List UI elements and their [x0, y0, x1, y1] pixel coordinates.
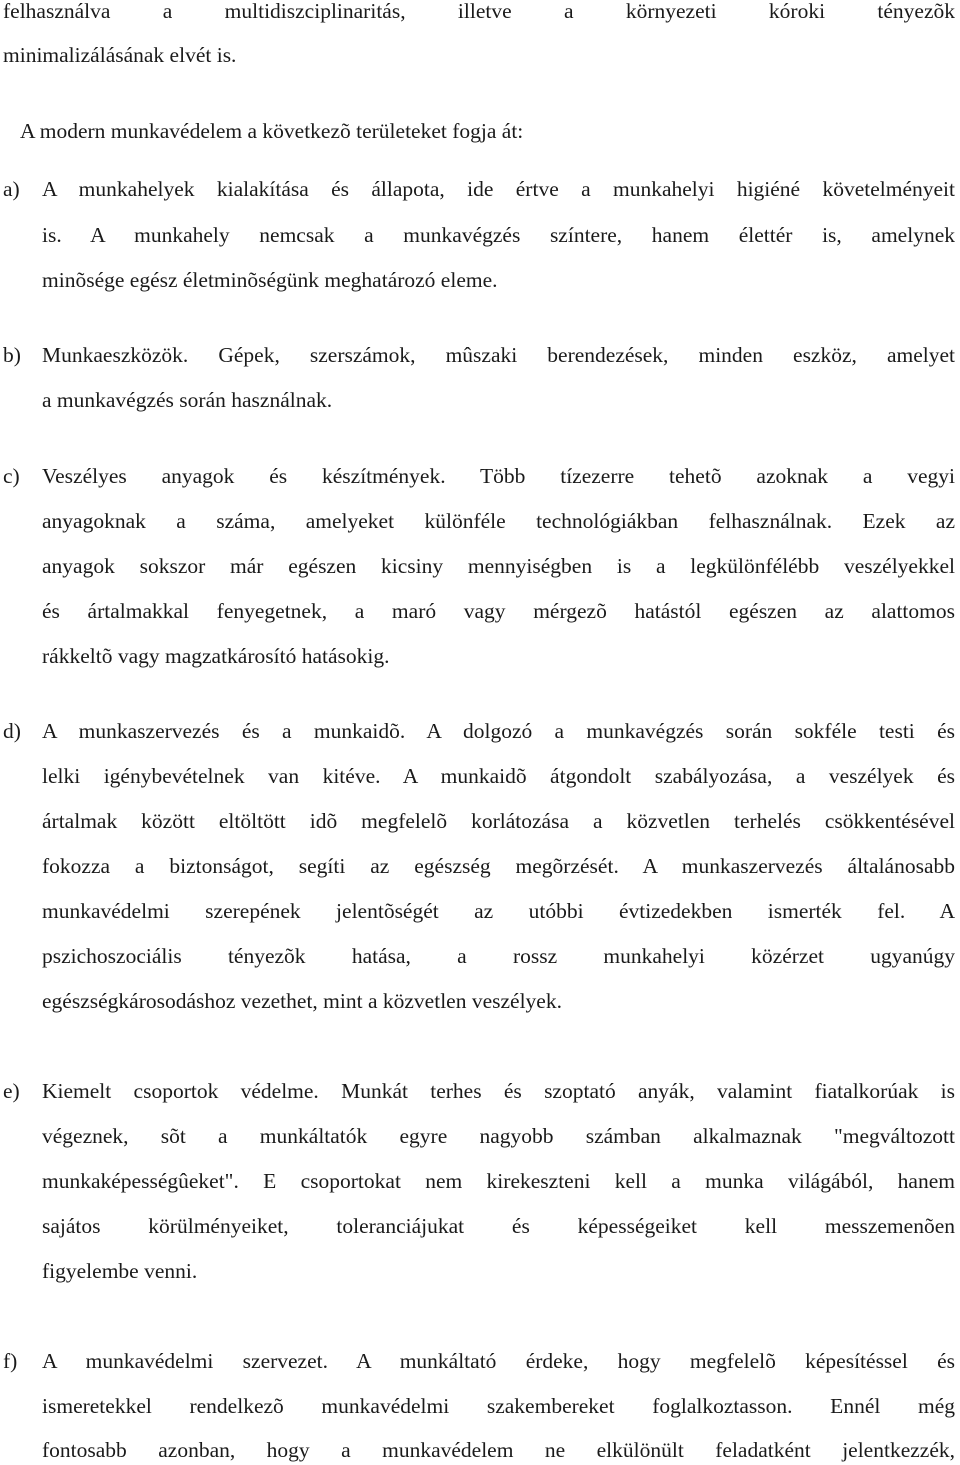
- list-item-line: ártalmak között eltöltött idõ megfelelõ korlátozása a közvetlen terhelés csökkentésével: [42, 809, 955, 833]
- list-marker: a): [3, 177, 20, 201]
- list-item-line: figyelembe venni.: [42, 1259, 198, 1283]
- paragraph-line: minimalizálásának elvét is.: [3, 43, 237, 67]
- list-marker: d): [3, 719, 21, 743]
- list-marker: e): [3, 1079, 20, 1103]
- list-item-line: anyagok sokszor már egészen kicsiny mennyiségben is a legkülönfélébb veszélyekkel: [42, 554, 955, 578]
- list-item-line: A munkavédelmi szervezet. A munkáltató érdeke, hogy megfelelõ képesítéssel és: [42, 1349, 955, 1373]
- list-item-line: Kiemelt csoportok védelme. Munkát terhes és szoptató anyák, valamint fiatalkorúak is: [42, 1079, 955, 1103]
- list-item-line: Veszélyes anyagok és készítmények. Több tízezerre tehetõ azoknak a vegyi: [42, 464, 955, 488]
- list-marker: c): [3, 464, 20, 488]
- list-item-line: minõsége egész életminõségünk meghatározó eleme.: [42, 268, 498, 292]
- list-item-line: sajátos körülményeiket, toleranciájukat és képességeiket kell messzemenõen: [42, 1214, 955, 1238]
- list-item-line: rákkeltõ vagy magzatkárosító hatásokig.: [42, 644, 390, 668]
- list-item-line: ismeretekkel rendelkezõ munkavédelmi szakembereket foglalkoztasson. Ennél még: [42, 1394, 955, 1418]
- list-item-line: A munkaszervezés és a munkaidõ. A dolgozó a munkavégzés során sokféle testi és: [42, 719, 955, 743]
- list-item-line: a munkavégzés során használnak.: [42, 388, 333, 412]
- list-item-line: pszichoszociális tényezõk hatása, a rossz munkahelyi közérzet ugyanúgy: [42, 944, 955, 968]
- list-item-line: egészségkárosodáshoz vezethet, mint a közvetlen veszélyek.: [42, 989, 562, 1013]
- list-item-line: anyagoknak a száma, amelyeket különféle technológiákban felhasználnak. Ezek az: [42, 509, 955, 533]
- list-marker: f): [3, 1349, 18, 1373]
- list-item-line: A munkahelyek kialakítása és állapota, ide értve a munkahelyi higiéné követelményeit: [42, 177, 955, 201]
- paragraph-line: felhasználva a multidiszciplinaritás, illetve a környezeti kóroki tényezõk: [3, 0, 955, 23]
- list-item-line: munkaképességûeket". E csoportokat nem kirekeszteni kell a munka világából, hanem: [42, 1169, 955, 1193]
- list-item-line: és ártalmakkal fenyegetnek, a maró vagy mérgezõ hatástól egészen az alattomos: [42, 599, 955, 623]
- list-item-line: is. A munkahely nemcsak a munkavégzés színtere, hanem élettér is, amelynek: [42, 223, 955, 247]
- list-item-line: végeznek, sõt a munkáltatók egyre nagyobb számban alkalmaznak "megváltozott: [42, 1124, 955, 1148]
- lead-sentence: A modern munkavédelem a következõ területeket fogja át:: [20, 119, 524, 143]
- list-item-line: Munkaeszközök. Gépek, szerszámok, mûszaki berendezések, minden eszköz, amelyet: [42, 343, 955, 367]
- list-item-line: munkavédelmi szerepének jelentõségét az utóbbi évtizedekben ismerték fel. A: [42, 899, 955, 923]
- list-item-line: fokozza a biztonságot, segíti az egészség megõrzését. A munkaszervezés általánosabb: [42, 854, 955, 878]
- list-item-line: fontosabb azonban, hogy a munkavédelem ne elkülönült feladatként jelentkezzék,: [42, 1438, 955, 1462]
- list-item-line: lelki igénybevételnek van kitéve. A munkaidõ átgondolt szabályozása, a veszélyek és: [42, 764, 955, 788]
- list-marker: b): [3, 343, 21, 367]
